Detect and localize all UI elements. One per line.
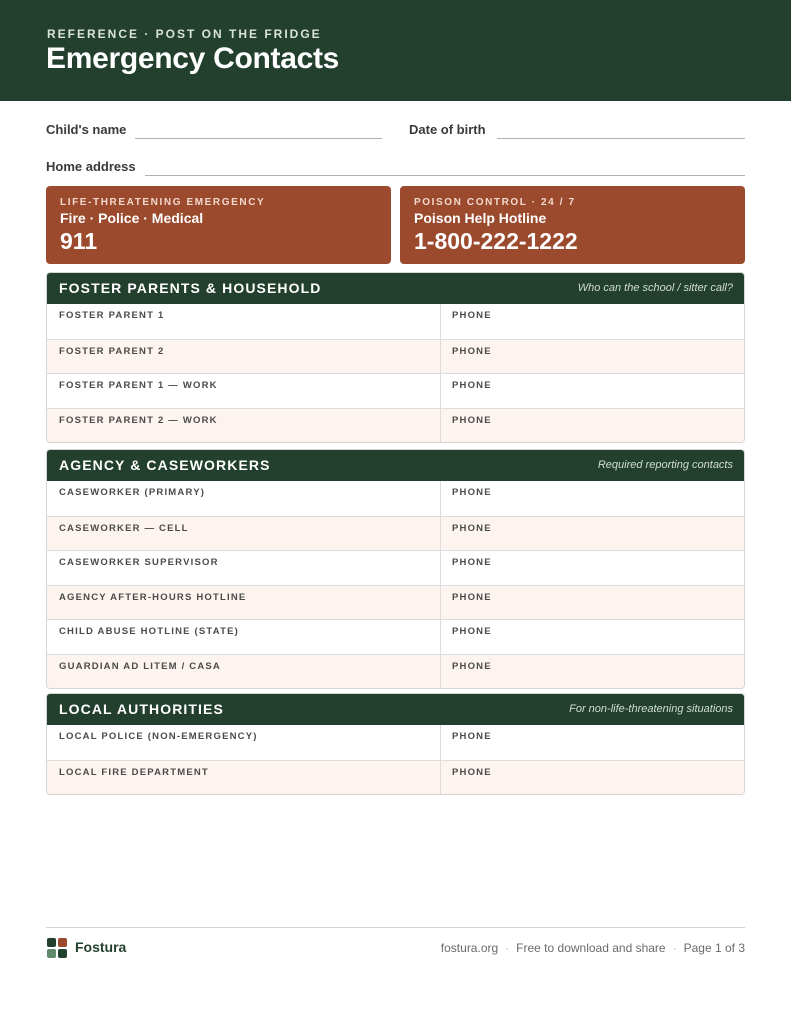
section-note: Required reporting contacts <box>597 459 733 471</box>
poison-caption: POISON CONTROL · 24 / 7 <box>414 197 576 208</box>
row-label: GUARDIAN AD LITEM / CASA <box>59 660 221 672</box>
page-title: Emergency Contacts <box>46 42 340 75</box>
table-row[interactable] <box>47 619 744 654</box>
row-label: LOCAL FIRE DEPARTMENT <box>59 766 209 778</box>
footer-share: Free to download and share <box>516 941 666 955</box>
emergency-caption: LIFE-THREATENING EMERGENCY <box>60 197 266 208</box>
row-label: FOSTER PARENT 1 — WORK <box>59 380 218 391</box>
page-number: Page 1 of 3 <box>683 941 745 955</box>
section-note: For non-life-threatening situations <box>569 703 733 715</box>
emergency-box <box>46 186 391 264</box>
phone-label: PHONE <box>452 414 492 426</box>
section-agency-caseworkers <box>46 449 745 689</box>
table-row[interactable] <box>47 516 744 551</box>
child-name-field[interactable] <box>135 138 382 139</box>
phone-label: PHONE <box>452 380 492 391</box>
phone-label: PHONE <box>452 557 492 568</box>
brand-name: Fostura <box>75 939 127 955</box>
address-field[interactable] <box>145 175 745 176</box>
poison-control-box <box>400 186 745 264</box>
phone-label: PHONE <box>452 345 492 357</box>
table-row[interactable] <box>47 585 744 620</box>
phone-label: PHONE <box>452 660 492 672</box>
table-row[interactable] <box>47 550 744 585</box>
table-row[interactable] <box>47 760 744 795</box>
phone-label: PHONE <box>452 487 492 498</box>
footer-divider <box>46 927 745 928</box>
poison-hotline-name: Poison Help Hotline <box>414 210 547 226</box>
dob-field[interactable] <box>497 138 745 139</box>
table-row[interactable] <box>47 481 744 516</box>
table-row[interactable] <box>47 654 744 689</box>
row-label: AGENCY AFTER-HOURS HOTLINE <box>59 591 247 603</box>
emergency-number: 911 <box>60 228 98 254</box>
table-row[interactable] <box>47 408 744 443</box>
fostura-logo-icon <box>47 938 68 959</box>
header-kicker: REFERENCE · POST ON THE FRIDGE <box>47 27 322 41</box>
phone-label: PHONE <box>452 591 492 603</box>
row-label: FOSTER PARENT 2 <box>59 345 165 357</box>
row-label: FOSTER PARENT 2 — WORK <box>59 414 218 426</box>
footer-site-link[interactable]: fostura.org <box>440 941 499 955</box>
row-label: LOCAL POLICE (NON-EMERGENCY) <box>59 731 258 742</box>
section-header <box>47 273 744 304</box>
section-header <box>47 450 744 481</box>
footer-meta: fostura.org · Free to download and share · Page 1 of 3 <box>440 941 745 955</box>
poison-hotline-number: 1-800-222-1222 <box>414 228 578 254</box>
row-label: CASEWORKER (PRIMARY) <box>59 487 206 498</box>
phone-label: PHONE <box>452 626 492 637</box>
section-title: LOCAL AUTHORITIES <box>59 701 224 717</box>
section-foster-parents <box>46 272 745 443</box>
section-local-authorities <box>46 693 745 795</box>
phone-label: PHONE <box>452 731 492 742</box>
dob-label: Date of birth <box>409 122 486 137</box>
phone-label: PHONE <box>452 310 492 321</box>
row-label: CHILD ABUSE HOTLINE (STATE) <box>59 626 239 637</box>
section-title: FOSTER PARENTS & HOUSEHOLD <box>59 280 322 296</box>
page-header <box>0 0 791 101</box>
section-title: AGENCY & CASEWORKERS <box>59 457 271 473</box>
section-note: Who can the school / sitter call? <box>577 282 733 294</box>
row-label: CASEWORKER — CELL <box>59 522 189 534</box>
row-label: FOSTER PARENT 1 <box>59 310 165 321</box>
table-row[interactable] <box>47 339 744 374</box>
emergency-services: Fire · Police · Medical <box>60 210 204 226</box>
table-row[interactable] <box>47 373 744 408</box>
table-row[interactable] <box>47 304 744 339</box>
child-name-label: Child's name <box>46 122 127 137</box>
address-label: Home address <box>46 159 136 174</box>
phone-label: PHONE <box>452 522 492 534</box>
table-row[interactable] <box>47 725 744 760</box>
row-label: CASEWORKER SUPERVISOR <box>59 557 219 568</box>
section-header <box>47 694 744 725</box>
phone-label: PHONE <box>452 766 492 778</box>
